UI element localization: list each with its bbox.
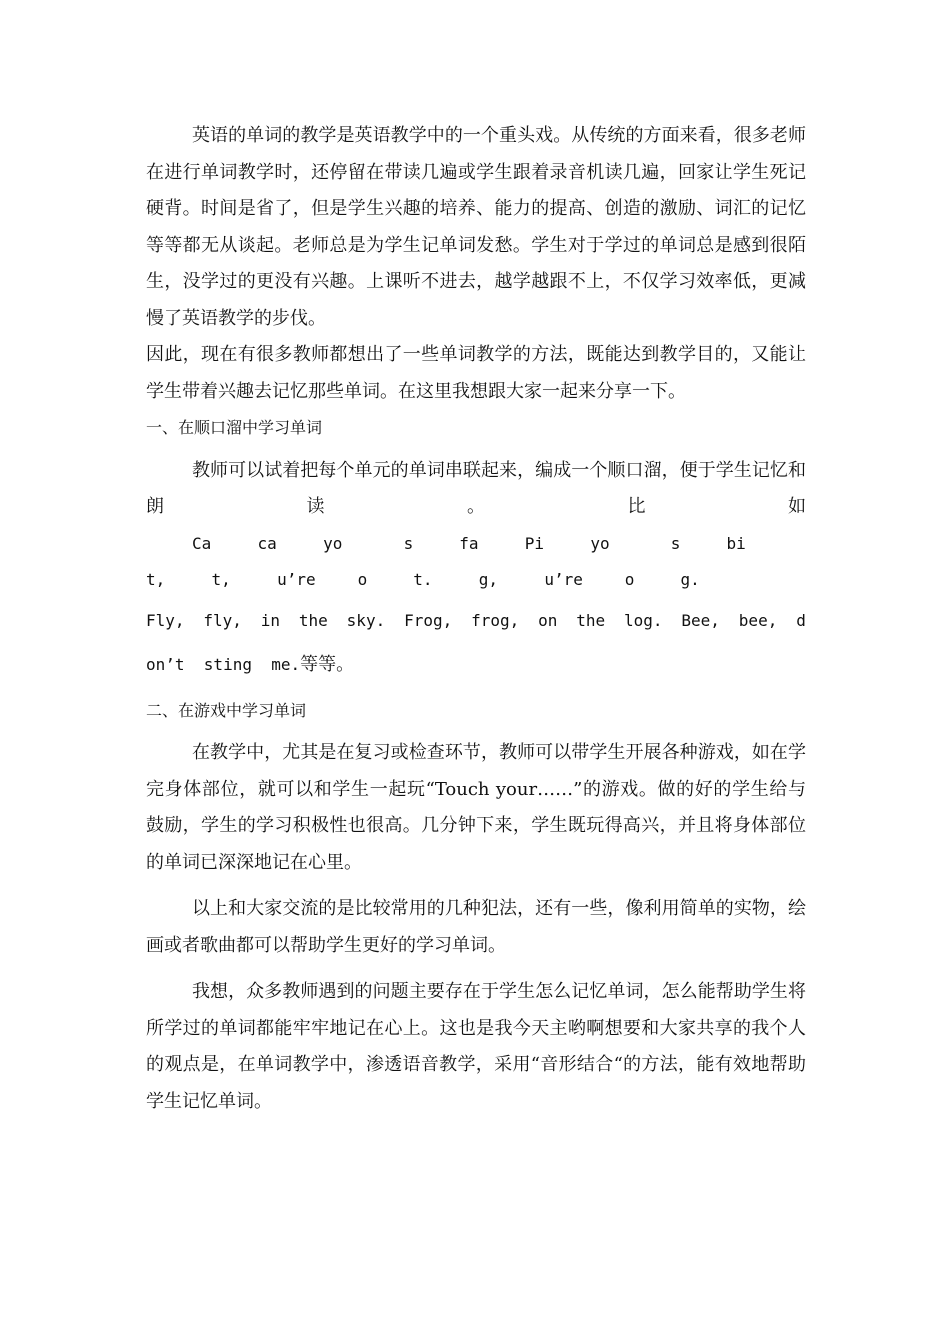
rhyme-line-2-word: log. xyxy=(624,610,663,630)
rhyme-line-2-word: Bee, xyxy=(681,610,720,630)
rhyme-line-1-word: Cat, xyxy=(146,533,212,589)
rhyme-line-2-word: the xyxy=(298,610,328,630)
rhyme-line-3-tail: 等等。 xyxy=(300,653,355,675)
rhyme-line-1-word: so xyxy=(624,533,681,589)
rhyme-line-2 xyxy=(146,599,806,643)
rhyme-line-1-word: so xyxy=(357,533,414,589)
rhyme-line-2-word: d xyxy=(796,610,806,630)
rhyme-line-1-word: cat, xyxy=(211,533,277,589)
rhyme-line-2-word: fly, xyxy=(203,610,242,630)
rhyme-line-3-text: on’t sting me. xyxy=(146,654,301,674)
rhyme-line-1-word: fat. xyxy=(413,533,479,589)
rhyme-line-2-word: frog, xyxy=(471,610,520,630)
section1-text: 教师可以试着把每个单元的单词串联起来，编成一个顺口溜，便于学生记忆和朗读。比如 xyxy=(146,459,806,517)
rhyme-line-2-word: Frog, xyxy=(404,610,453,630)
rhyme-line-1-word: Pig, xyxy=(478,533,545,589)
rhyme-line-2-word: the xyxy=(576,610,606,630)
rhyme-line-1 xyxy=(146,526,746,599)
rhyme-line-2-word: in xyxy=(260,610,281,630)
rhyme-line-3 xyxy=(146,643,806,687)
document-page xyxy=(146,118,806,1120)
rhyme-line-1-word: you’re xyxy=(277,533,343,589)
rhyme-line-1-word: you’re xyxy=(544,533,610,589)
rhyme-block xyxy=(146,599,806,687)
summary-paragraph: 以上和大家交流的是比较常用的几种犯法，还有一些，像利用简单的实物，绘画或者歌曲都可以帮助学生更好的学习单词。 xyxy=(146,898,806,956)
rhyme-line-2-word: Fly, xyxy=(146,610,185,630)
section2-heading: 二、在游戏中学习单词 xyxy=(146,700,307,720)
rhyme-line-2-word: bee, xyxy=(738,610,778,630)
rhyme-line-2-word: on xyxy=(538,610,558,630)
section1-paragraph xyxy=(146,453,806,599)
section2-paragraph: 在教学中，尤其是在复习或检查环节，教师可以带学生开展各种游戏，如在学完身体部位，就可以和学生一起玩“Touch your……”的游戏。做的好的学生给与鼓励，学生的学习积极性也很高。几分钟下来，学生既玩得高兴，并且将身体部位的单词已深深地记在心里。 xyxy=(146,742,806,873)
section1-heading: 一、在顺口溜中学习单词 xyxy=(146,418,323,437)
therefore-paragraph: 因此，现在有很多教师都想出了一些单词教学的方法，既能达到教学目的，又能让学生带着兴趣去记忆那些单词。在这里我想跟大家一起来分享一下。 xyxy=(146,344,806,402)
opinion-paragraph: 我想，众多教师遇到的问题主要存在于学生怎么记忆单词，怎么能帮助学生将所学过的单词都能牢牢地记在心上。这也是我今天主哟啊想要和大家共享的我个人的观点是，在单词教学中，渗透语音教学，采用“音形结合“的方法，能有效地帮助学生记忆单词。 xyxy=(146,981,806,1112)
rhyme-line-1-word: big. xyxy=(680,533,746,589)
rhyme-line-2-word: sky. xyxy=(346,610,386,630)
intro-paragraph: 英语的单词的教学是英语教学中的一个重头戏。从传统的方面来看，很多老师在进行单词教学时，还停留在带读几遍或学生跟着录音机读几遍，回家让学生死记硬背。时间是省了，但是学生兴趣的培养、能力的提高、创造的激励、词汇的记忆等等都无从谈起。老师总是为学生记单词发愁。学生对于学过的单词总是感到很陌生，没学过的更没有兴趣。上课听不进去，越学越跟不上，不仅学习效率低，更减慢了英语教学的步伐。 xyxy=(146,125,806,329)
